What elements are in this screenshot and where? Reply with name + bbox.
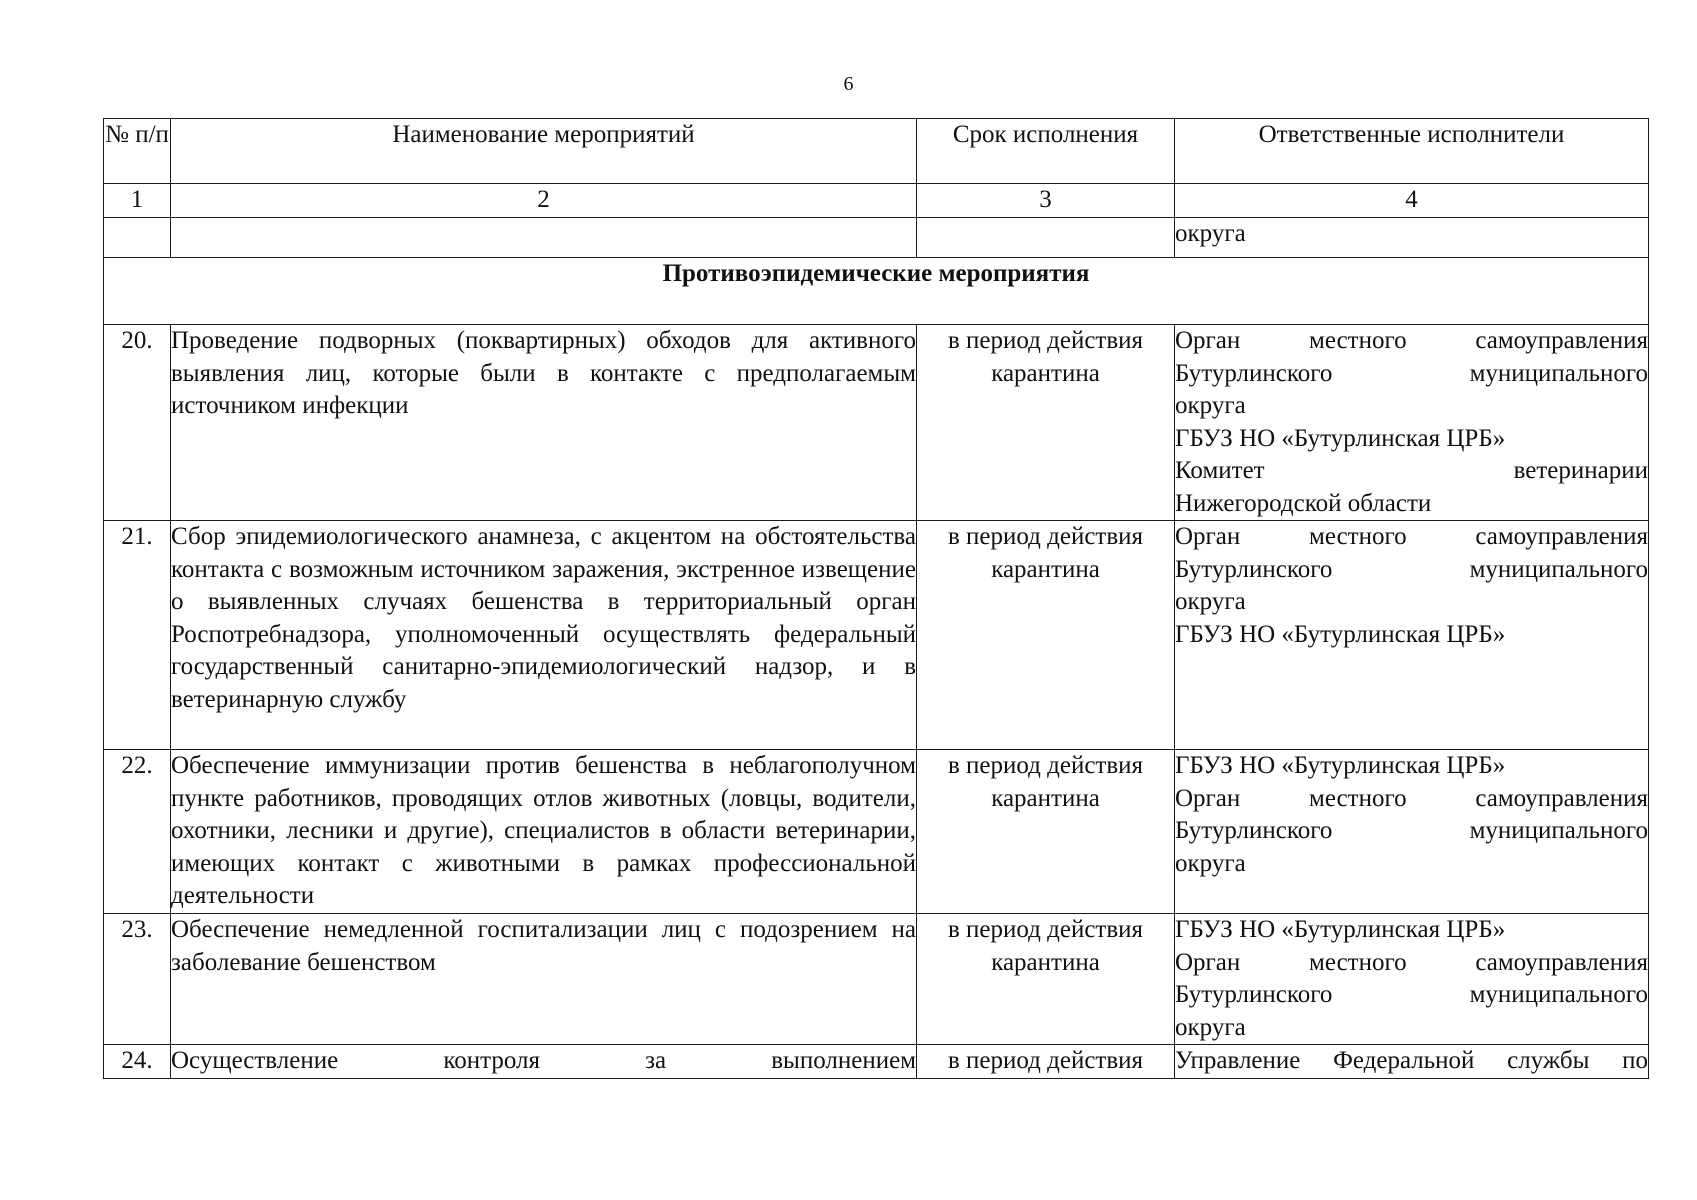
column-number: 2 xyxy=(171,184,917,218)
row-responsible xyxy=(1175,521,1649,750)
measures-table xyxy=(103,118,1649,1079)
responsible-line: Бутурлинского муниципального xyxy=(1175,359,1648,387)
row-responsible xyxy=(1175,1045,1649,1079)
responsible-line: Бутурлинского муниципального xyxy=(1175,817,1648,844)
responsible-line: Комитет ветеринарии xyxy=(1175,457,1648,484)
responsible-line: Орган местного самоуправления xyxy=(1175,327,1648,354)
responsible-line: округа xyxy=(1175,849,1246,877)
empty-cell xyxy=(104,218,171,258)
empty-cell xyxy=(917,218,1175,258)
row-responsible xyxy=(1175,914,1649,1045)
row-action: Проведение подворных (поквартирных) обходов для активного выявления лиц, которые были в контакте с предполагаемым источником инфекции xyxy=(171,325,917,521)
responsible-line: ГБУЗ НО «Бутурлинская ЦРБ» xyxy=(1175,424,1506,452)
row-responsible xyxy=(1175,750,1649,914)
responsible-line: Орган местного самоуправления xyxy=(1175,784,1648,812)
responsible-line: Управление Федеральной службы по xyxy=(1175,1047,1648,1074)
responsible-line: округа xyxy=(1175,1013,1246,1041)
table-header-row xyxy=(104,119,1649,184)
header-term: Срок исполнения xyxy=(917,119,1175,184)
responsible-line: ГБУЗ НО «Бутурлинская ЦРБ» xyxy=(1175,620,1506,648)
row-term: в период действия карантина xyxy=(917,914,1175,1045)
row-number: 22. xyxy=(104,750,171,914)
row-number: 21. xyxy=(104,521,171,750)
responsible-line: ГБУЗ НО «Бутурлинская ЦРБ» xyxy=(1175,752,1506,779)
row-action: Обеспечение иммунизации против бешенства в неблагополучном пункте работников, проводящих отлов животных (ловцы, водители, охотники, лесники и другие), специалистов в области ветеринарии, имеющих контакт с животными в рамках профессиональной деятельности xyxy=(171,750,917,914)
row-number: 24. xyxy=(104,1045,171,1079)
row-action: Сбор эпидемиологического анамнеза, с акцентом на обстоятельства контакта с возможным источником заражения, экстренное извещение о выявленных случаях бешенства в территориальный орган Роспотребнадзора, уполномоченный осуществлять федеральный государственный санитарно-эпидемиологический надзор, и в ветеринарную службу xyxy=(171,521,917,750)
header-responsible: Ответственные исполнители xyxy=(1175,119,1649,184)
row-action: Обеспечение немедленной госпитализации лиц с подозрением на заболевание бешенством xyxy=(171,914,917,1045)
column-number: 4 xyxy=(1175,184,1649,218)
table-row xyxy=(104,521,1649,750)
row-number: 23. xyxy=(104,914,171,1045)
table-row xyxy=(104,914,1649,1045)
responsible-line: Бутурлинского муниципального xyxy=(1175,981,1648,1008)
row-number: 20. xyxy=(104,325,171,521)
row-term: в период действия карантина xyxy=(917,521,1175,750)
table-row xyxy=(104,325,1649,521)
responsible-line: Орган местного самоуправления xyxy=(1175,523,1648,550)
continuation-text: округа xyxy=(1175,218,1649,258)
column-number: 3 xyxy=(917,184,1175,218)
empty-cell xyxy=(171,218,917,258)
header-num: № п/п xyxy=(104,119,171,184)
section-title: Противоэпидемические мероприятия xyxy=(104,258,1649,325)
responsible-line: Бутурлинского муниципального xyxy=(1175,555,1648,583)
page-number: 6 xyxy=(843,73,854,95)
section-row xyxy=(104,258,1649,325)
responsible-line: Орган местного самоуправления xyxy=(1175,948,1648,976)
row-term: в период действия карантина xyxy=(917,750,1175,914)
table-row xyxy=(104,1045,1649,1079)
row-term: в период действия xyxy=(917,1045,1175,1079)
row-responsible xyxy=(1175,325,1649,521)
column-number: 1 xyxy=(104,184,171,218)
responsible-line: округа xyxy=(1175,588,1246,615)
table-row xyxy=(104,750,1649,914)
row-term: в период действия карантина xyxy=(917,325,1175,521)
header-action: Наименование мероприятий xyxy=(171,119,917,184)
responsible-line: округа xyxy=(1175,392,1246,419)
responsible-line: Нижегородской области xyxy=(1175,489,1432,517)
continuation-row xyxy=(104,218,1649,258)
column-number-row xyxy=(104,184,1649,218)
responsible-line: ГБУЗ НО «Бутурлинская ЦРБ» xyxy=(1175,916,1506,943)
row-action: Осуществление контроля за выполнением xyxy=(171,1045,917,1079)
